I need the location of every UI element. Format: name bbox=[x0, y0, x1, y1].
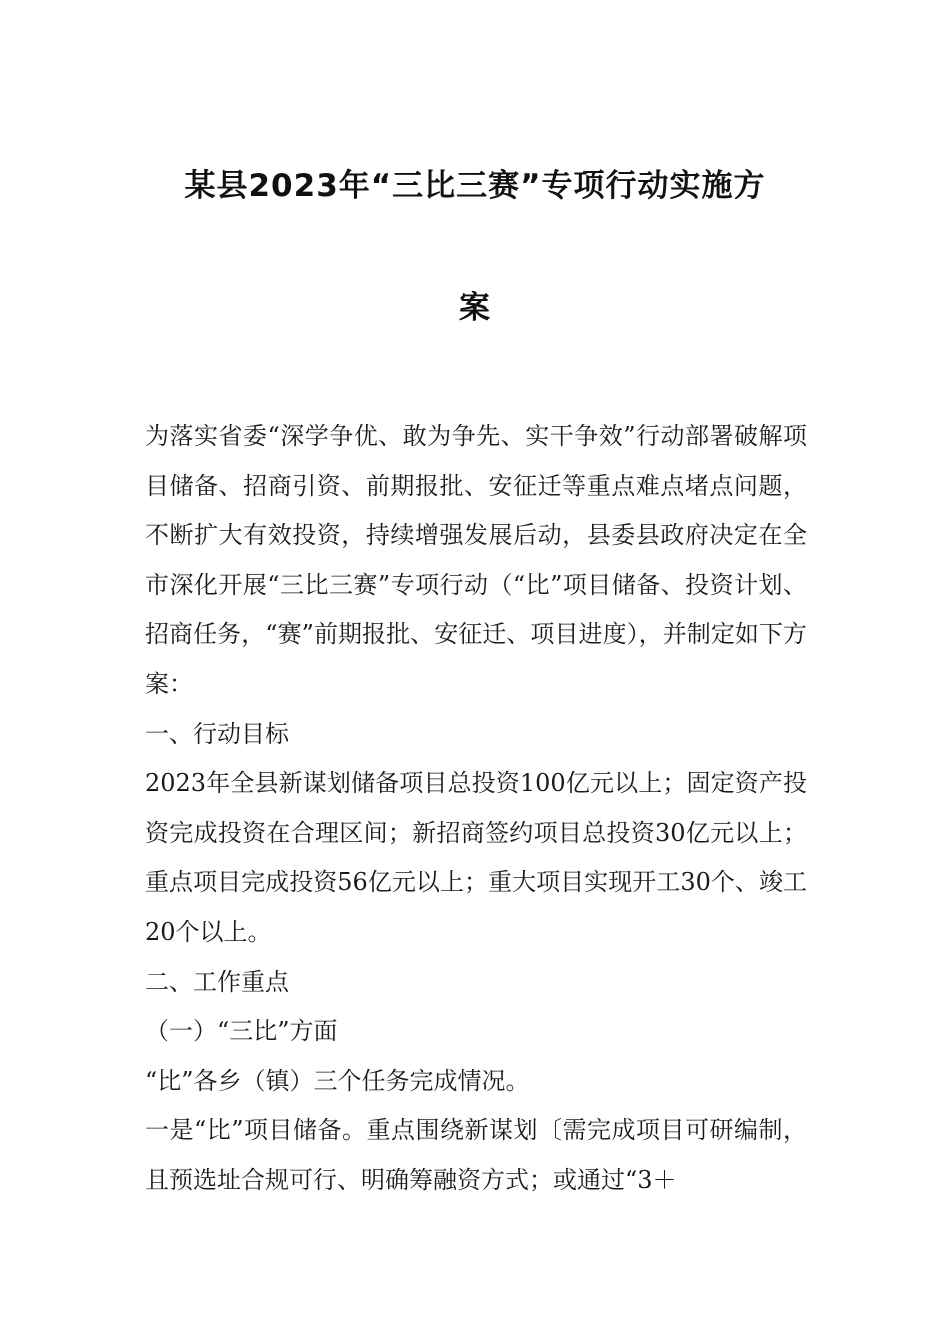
objectives-paragraph: 2023年全县新谋划储备项目总投资100亿元以上；固定资产投资完成投资在合理区间；新招商签约项目总投资30亿元以上；重点项目完成投资56亿元以上；重大项目实现开工30个、竣工20个以上。 bbox=[145, 769, 807, 946]
subsection-heading-three-compare: （一）“三比”方面 bbox=[145, 1017, 338, 1046]
project-reserve-paragraph: 一是“比”项目储备。重点围绕新谋划〔需完成项目可研编制，且预选址合规可行、明确筹融资方式；或通过“3＋ bbox=[145, 1116, 807, 1194]
document-body bbox=[145, 412, 807, 1206]
intro-paragraph: 为落实省委“深学争优、敢为争先、实干争效”行动部署破解项目储备、招商引资、前期报批、安征迁等重点难点堵点问题，不断扩大有效投资，持续增强发展后动，县委县政府决定在全市深化开展“三比三赛”专项行动（“比”项目储备、投资计划、招商任务，“赛”前期报批、安征迁、项目进度），并制定如下方案： bbox=[145, 422, 807, 698]
section-heading-objectives: 一、行动目标 bbox=[145, 719, 289, 748]
compare-summary-paragraph: “比”各乡（镇）三个任务完成情况。 bbox=[145, 1066, 530, 1095]
document-title-line-2: 案 bbox=[459, 290, 491, 326]
section-heading-focus: 二、工作重点 bbox=[145, 967, 289, 996]
document-title-line-1: 某县2023年“三比三赛”专项行动实施方 bbox=[184, 168, 766, 204]
